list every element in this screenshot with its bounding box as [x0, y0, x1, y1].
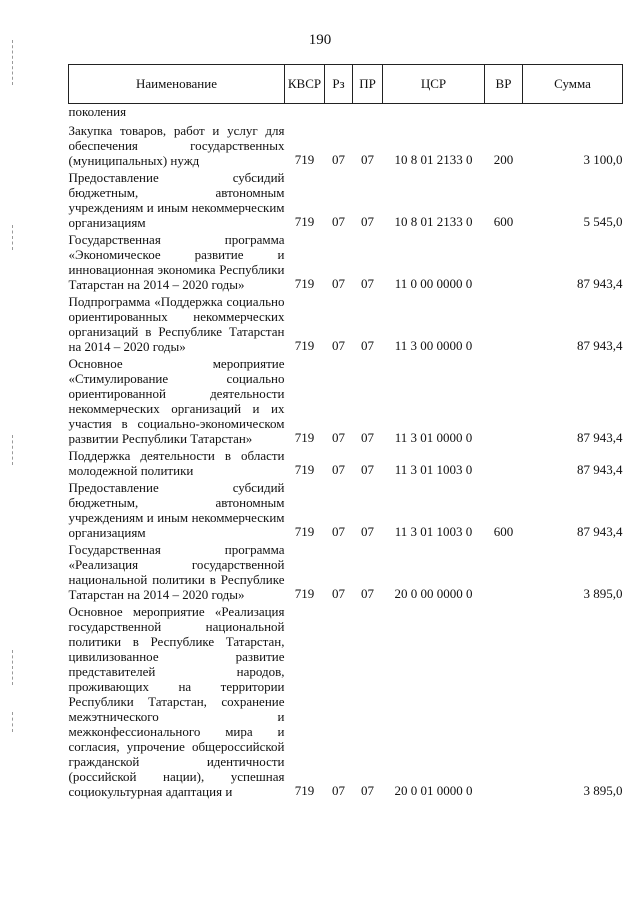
column-header-kvsr: КВСР — [285, 65, 325, 104]
table-row — [69, 292, 623, 354]
row-rz: 07 — [332, 462, 345, 477]
row-csr — [383, 104, 485, 122]
row-name: Государственная программа «Реализация государственной национальной политики в Республике Татарстан на 2014 – 2020 годы» — [68, 542, 285, 602]
row-sum — [523, 104, 623, 122]
table-row — [69, 168, 623, 230]
row-kvsr: 719 — [294, 338, 315, 353]
row-csr: 11 3 01 1003 0 — [394, 524, 473, 539]
row-name: Поддержка деятельности в области молодежной политики — [68, 448, 285, 478]
table-row — [69, 602, 623, 799]
row-name: поколения — [68, 104, 127, 119]
row-pr: 07 — [361, 152, 374, 167]
column-header-pr: ПР — [353, 65, 383, 104]
column-header-name: Наименование — [69, 65, 285, 104]
row-rz: 07 — [332, 586, 345, 601]
row-rz: 07 — [332, 152, 345, 167]
row-rz: 07 — [332, 783, 345, 798]
row-rz: 07 — [332, 214, 345, 229]
row-rz: 07 — [332, 430, 345, 445]
row-pr: 07 — [361, 276, 374, 291]
row-pr: 07 — [361, 586, 374, 601]
row-rz: 07 — [332, 276, 345, 291]
table-header — [69, 65, 623, 104]
row-vr: 600 — [493, 214, 514, 229]
column-header-vr: ВР — [485, 65, 523, 104]
row-sum: 87 943,4 — [577, 276, 623, 291]
table-row — [69, 230, 623, 292]
row-csr: 20 0 01 0000 0 — [394, 783, 473, 798]
row-kvsr: 719 — [294, 430, 315, 445]
binding-margin-mark — [12, 435, 14, 465]
row-name: Основное мероприятие «Реализация государственной национальной политики в Республике Татарстан, цивилизованное развитие представителей народов, проживающих на территории Республики Татарстан, сохранение межэтнического и межконфессионального мира и согласия, упрочение общероссийской гражданской идентичности (российской нации), успешная социокультурная адаптация и — [68, 604, 285, 799]
row-vr: 200 — [493, 152, 514, 167]
row-kvsr — [285, 104, 325, 122]
row-rz — [325, 104, 353, 122]
row-csr: 11 0 00 0000 0 — [394, 276, 473, 291]
row-pr — [353, 104, 383, 122]
row-name: Предоставление субсидий бюджетным, автономным учреждениям и иным некоммерческим организациям — [68, 480, 285, 540]
row-name: Подпрограмма «Поддержка социально ориентированных некоммерческих организаций в Республике Татарстан на 2014 – 2020 годы» — [68, 294, 285, 354]
row-kvsr: 719 — [294, 214, 315, 229]
table-row — [69, 478, 623, 540]
row-sum: 87 943,4 — [577, 524, 623, 539]
row-kvsr: 719 — [294, 524, 315, 539]
row-pr: 07 — [361, 524, 374, 539]
row-csr: 20 0 00 0000 0 — [394, 586, 473, 601]
table-row — [69, 446, 623, 478]
row-pr: 07 — [361, 430, 374, 445]
row-vr — [485, 104, 523, 122]
row-kvsr: 719 — [294, 152, 315, 167]
row-kvsr: 719 — [294, 462, 315, 477]
row-vr — [485, 292, 523, 354]
row-name: Основное мероприятие «Стимулирование социально ориентированной деятельности некоммерческих организаций и их участия в социально-экономическом развитии Республики Татарстан» — [68, 356, 285, 446]
row-sum: 3 895,0 — [583, 783, 623, 798]
column-header-sum: Сумма — [523, 65, 623, 104]
row-vr — [485, 230, 523, 292]
binding-margin-mark — [12, 40, 14, 85]
row-vr — [485, 602, 523, 799]
row-sum: 87 943,4 — [577, 462, 623, 477]
row-sum: 3 100,0 — [583, 152, 623, 167]
row-kvsr: 719 — [294, 783, 315, 798]
row-name: Государственная программа «Экономическое развитие и инновационная экономика Республики Татарстан на 2014 – 2020 годы» — [68, 232, 285, 292]
row-rz: 07 — [332, 524, 345, 539]
binding-margin-mark — [12, 650, 14, 685]
column-header-csr: ЦСР — [383, 65, 485, 104]
row-vr — [485, 354, 523, 446]
row-csr: 11 3 01 1003 0 — [394, 462, 473, 477]
row-csr: 11 3 00 0000 0 — [394, 338, 473, 353]
binding-margin-mark — [12, 712, 14, 732]
table-row — [69, 540, 623, 602]
page-number: 190 — [308, 32, 332, 48]
row-csr: 10 8 01 2133 0 — [394, 214, 473, 229]
row-vr — [485, 446, 523, 478]
row-kvsr: 719 — [294, 276, 315, 291]
budget-table — [68, 64, 623, 799]
table-row — [69, 354, 623, 446]
row-pr: 07 — [361, 462, 374, 477]
row-pr: 07 — [361, 783, 374, 798]
binding-margin-mark — [12, 225, 14, 250]
row-name: Предоставление субсидий бюджетным, автономным учреждениям и иным некоммерческим организациям — [68, 170, 285, 230]
row-csr: 11 3 01 0000 0 — [394, 430, 473, 445]
row-pr: 07 — [361, 214, 374, 229]
table-row — [69, 104, 623, 122]
table-row — [69, 121, 623, 168]
row-pr: 07 — [361, 338, 374, 353]
row-vr — [485, 540, 523, 602]
row-sum: 3 895,0 — [583, 586, 623, 601]
row-sum: 5 545,0 — [583, 214, 623, 229]
row-vr: 600 — [493, 524, 514, 539]
row-name: Закупка товаров, работ и услуг для обеспечения государственных (муниципальных) нужд — [68, 123, 285, 168]
row-csr: 10 8 01 2133 0 — [394, 152, 473, 167]
column-header-rz: Рз — [325, 65, 353, 104]
row-rz: 07 — [332, 338, 345, 353]
row-sum: 87 943,4 — [577, 338, 623, 353]
table-body — [69, 104, 623, 800]
row-kvsr: 719 — [294, 586, 315, 601]
row-sum: 87 943,4 — [577, 430, 623, 445]
